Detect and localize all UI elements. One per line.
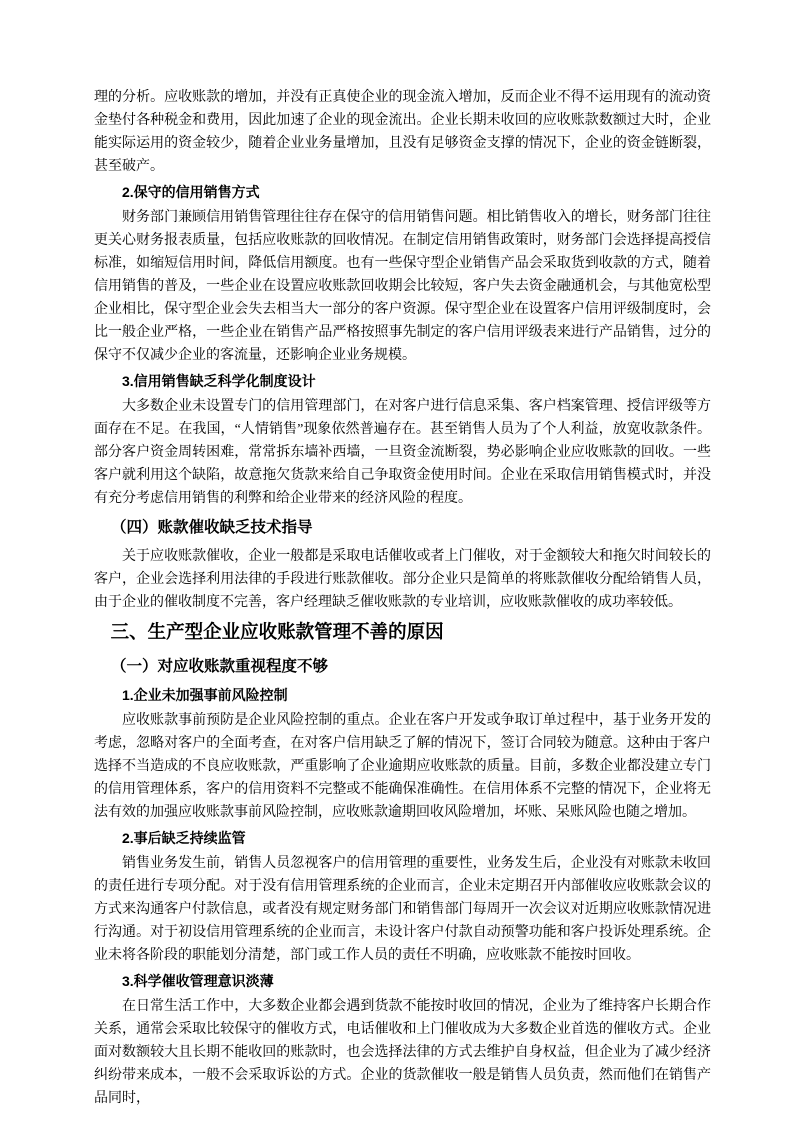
numbered-subheading-no-continuous-supervision: 2.事后缺乏持续监管 <box>122 830 246 846</box>
section-heading-collection-lacks-guidance: （四）账款催收缺乏技术指导 <box>111 519 313 536</box>
body-paragraph: 销售业务发生前，销售人员忽视客户的信用管理的重要性，业务发生后，企业没有对账款未收回的责任进行专项分配。对于没有信用管理系统的企业而言，企业未定期召开内部催收应收账款会议的方式来沟通客户付款信息，或者没有规定财务部门和销售部门每周开一次会议对近期应收账款情况进行沟通。对于初设信用管理系统的企业而言，未设计客户付款自动预警功能和客户投诉处理系统。企业未将各阶段的职能划分清楚，部门或工作人员的责任不明确，应收账款不能按时回收。 <box>94 856 711 963</box>
chapter-heading-causes-of-poor-management: 三、生产型企业应收账款管理不善的原因 <box>110 621 444 642</box>
body-paragraph: 应收账款事前预防是企业风险控制的重点。企业在客户开发或争取订单过程中，基于业务开发的考虑，忽略对客户的全面考查，在对客户信用缺乏了解的情况下，签订合同较为随意。这种由于客户选择不当造成的不良应收账款，严重影响了企业逾期应收账款的质量。目前，多数企业都没建立专门的信用管理体系，客户的信用资料不完整或不能确保准确性。在信用体系不完整的情况下，企业将无法有效的加强应收账款事前风险控制，应收账款逾期回收风险增加，坏账、呆账风险也随之增加。 <box>94 713 711 820</box>
numbered-subheading-weak-collection-awareness: 3.科学催收管理意识淡薄 <box>122 973 274 989</box>
body-paragraph: 关于应收账款催收，企业一般都是采取电话催收或者上门催收，对于金额较大和拖欠时间较长的客户，企业会选择利用法律的手段进行账款催收。部分企业只是简单的将账款催收分配给销售人员，由于企业的催收制度不完善，客户经理缺乏催收账款的专业培训，应收账款催收的成功率较低。 <box>94 549 711 610</box>
body-paragraph: 大多数企业未设置专门的信用管理部门，在对客户进行信息采集、客户档案管理、授信评级等方面存在不足。在我国，“人情销售”现象依然普遍存在。甚至销售人员为了个人利益，放宽收款条件。部分客户资金周转困难，常常拆东墙补西墙，一旦资金流断裂，势必影响企业应收账款的回收。一些客户就利用这个缺陷，故意拖欠货款来给自己争取资金使用时间。企业在采取信用销售模式时，并没有充分考虑信用销售的利弊和给企业带来的经济风险的程度。 <box>94 399 711 506</box>
numbered-subheading-no-pre-risk-control: 1.企业未加强事前风险控制 <box>122 687 288 703</box>
numbered-subheading-conservative-credit-sales: 2.保守的信用销售方式 <box>122 184 260 200</box>
section-heading-insufficient-attention: （一）对应收账款重视程度不够 <box>111 658 329 675</box>
body-paragraph-continuation: 理的分析。应收账款的增加，并没有正真使企业的现金流入增加，反而企业不得不运用现有的流动资金垫付各种税金和费用，因此加速了企业的现金流出。企业长期未收回的应收账款数额过大时，企业能实际运用的资金较少，随着企业业务量增加，且没有足够资金支撑的情况下，企业的资金链断裂，甚至破产。 <box>94 90 711 174</box>
body-paragraph: 在日常生活工作中，大多数企业都会遇到货款不能按时收回的情况，企业为了维持客户长期合作关系，通常会采取比较保守的催收方式，电话催收和上门催收成为大多数企业首选的催收方式。企业面对数额较大且长期不能收回的账款时，也会选择法律的方式去维护自身权益，但企业为了减少经济纠纷带来成本，一般不会采取诉讼的方式。企业的货款催收一般是销售人员负责，然而他们在销售产品同时， <box>94 999 711 1106</box>
numbered-subheading-lack-scientific-system: 3.信用销售缺乏科学化制度设计 <box>122 373 316 389</box>
body-paragraph: 财务部门兼顾信用销售管理往往存在保守的信用销售问题。相比销售收入的增长，财务部门往往更关心财务报表质量，包括应收账款的回收情况。在制定信用销售政策时，财务部门会选择提高授信标准，如缩短信用时间，降低信用额度。也有一些保守型企业销售产品会采取货到收款的方式，随着信用销售的普及，一些企业在设置应收账款回收期会比较短，客户失去资金融通机会，与其他宽松型企业相比，保守型企业会失去相当大一部分的客户资源。保守型企业在设置客户信用评级制度时，会比一般企业严格，一些企业在销售产品严格按照事先制定的客户信用评级表来进行产品销售，过分的保守不仅减少企业的客流量，还影响企业业务规模。 <box>94 210 711 363</box>
